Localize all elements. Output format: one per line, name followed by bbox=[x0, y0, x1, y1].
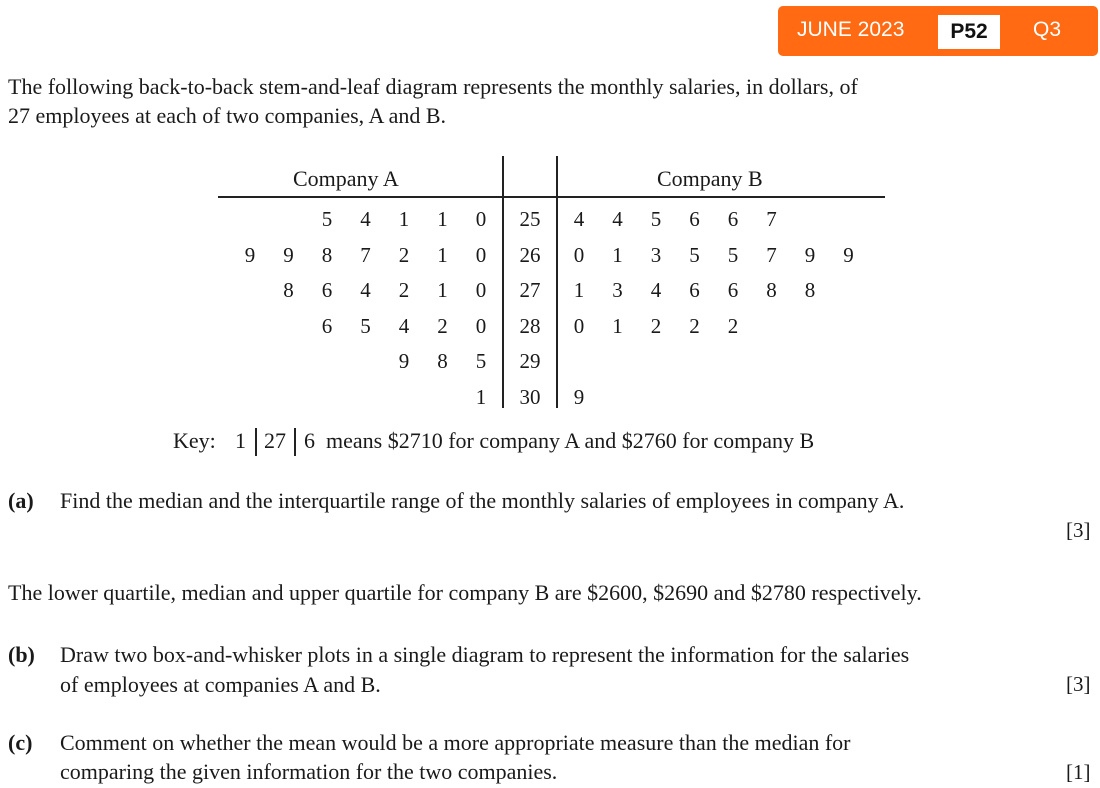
part-b-marks: [3] bbox=[1066, 672, 1091, 696]
part-b-line-2: of employees at companies A and B. bbox=[60, 672, 381, 697]
intro-line-2: 27 employees at each of two companies, A and B. bbox=[8, 103, 447, 128]
company-b-leaf: 8 bbox=[766, 278, 777, 302]
stem-value: 25 bbox=[519, 207, 541, 231]
company-b-leaf: 2 bbox=[650, 313, 662, 338]
company-b-leaf: 4 bbox=[573, 207, 585, 231]
company-a-leaf: 6 bbox=[321, 313, 333, 338]
stem-value: 28 bbox=[519, 313, 541, 338]
company-a-leaf: 7 bbox=[360, 242, 371, 267]
paper-code-label: P52 bbox=[938, 15, 1000, 49]
key-right-leaf: 6 bbox=[304, 428, 315, 453]
part-c-marks: [1] bbox=[1066, 760, 1091, 784]
company-a-leaf: 4 bbox=[360, 278, 371, 302]
part-c-line-1: Comment on whether the mean would be a more appropriate measure than the median for bbox=[60, 730, 851, 755]
company-b-leaf: 7 bbox=[766, 207, 777, 231]
company-b-leaf: 7 bbox=[766, 242, 777, 267]
company-b-leaf: 0 bbox=[573, 242, 585, 267]
company-a-leaf: 2 bbox=[398, 242, 410, 267]
company-b-leaf: 6 bbox=[727, 278, 739, 302]
company-a-leaf: 1 bbox=[475, 384, 487, 409]
company-a-leaf: 2 bbox=[437, 313, 448, 338]
company-a-leaf: 0 bbox=[475, 207, 487, 231]
part-a-text: Find the median and the interquartile range of the monthly salaries of employees in company A. bbox=[60, 488, 905, 513]
company-b-leaf: 6 bbox=[689, 207, 700, 231]
part-c-line-2: comparing the given information for the two companies. bbox=[60, 759, 558, 784]
company-a-leaf: 8 bbox=[283, 278, 294, 302]
company-b-leaf: 5 bbox=[689, 242, 700, 267]
company-a-leaf: 6 bbox=[321, 278, 333, 302]
stem-value: 27 bbox=[519, 278, 541, 302]
key-divider-left bbox=[255, 428, 257, 456]
company-a-leaf: 8 bbox=[321, 242, 333, 267]
company-b-leaf: 2 bbox=[727, 313, 739, 338]
company-b-leaf: 1 bbox=[612, 242, 623, 267]
company-b-leaf: 3 bbox=[650, 242, 662, 267]
company-b-quartiles-info: The lower quartile, median and upper quartile for company B are $2600, $2690 and $2780 respectively. bbox=[8, 580, 922, 605]
company-b-leaf: 4 bbox=[612, 207, 623, 231]
exam-session-label: JUNE 2023 bbox=[797, 18, 905, 41]
stem-value: 30 bbox=[519, 384, 541, 409]
company-a-leaf: 0 bbox=[475, 313, 487, 338]
stem-left-divider bbox=[502, 156, 504, 408]
stem-value: 26 bbox=[519, 242, 541, 267]
company-b-leaf: 5 bbox=[650, 207, 662, 231]
company-a-leaf: 9 bbox=[398, 349, 410, 373]
company-a-leaf: 2 bbox=[398, 278, 410, 302]
company-b-leaf: 1 bbox=[573, 278, 585, 302]
company-b-leaf: 9 bbox=[573, 384, 585, 409]
key-left-leaf: 1 bbox=[235, 428, 246, 453]
part-c-label: (c) bbox=[8, 730, 33, 755]
company-b-leaf: 8 bbox=[804, 278, 816, 302]
company-a-leaf: 5 bbox=[475, 349, 487, 373]
company-b-leaf: 1 bbox=[612, 313, 623, 338]
company-b-leaf: 9 bbox=[804, 242, 816, 267]
stem-right-divider bbox=[556, 156, 558, 408]
company-a-leaf: 1 bbox=[437, 207, 448, 231]
company-a-leaf: 1 bbox=[398, 207, 410, 231]
intro-line-1: The following back-to-back stem-and-leaf diagram represents the monthly salaries, in dollars, of bbox=[8, 74, 858, 99]
question-number-label: Q3 bbox=[1033, 18, 1062, 41]
company-b-leaf: 0 bbox=[573, 313, 585, 338]
company-b-leaf: 9 bbox=[843, 242, 854, 267]
company-a-leaf: 1 bbox=[437, 242, 448, 267]
part-a-label: (a) bbox=[8, 488, 34, 513]
company-a-header: Company A bbox=[293, 166, 399, 191]
company-a-leaf: 8 bbox=[437, 349, 448, 373]
company-a-leaf: 1 bbox=[437, 278, 448, 302]
key-meaning: means $2710 for company A and $2760 for company B bbox=[326, 428, 815, 453]
company-a-leaf: 0 bbox=[475, 242, 487, 267]
company-a-leaf: 4 bbox=[398, 313, 410, 338]
key-divider-right bbox=[294, 428, 296, 456]
company-a-leaf: 4 bbox=[360, 207, 371, 231]
part-b-line-1: Draw two box-and-whisker plots in a single diagram to represent the information for the salaries bbox=[60, 642, 910, 667]
company-a-leaf: 9 bbox=[244, 242, 256, 267]
company-a-leaf: 5 bbox=[321, 207, 333, 231]
key-stem: 27 bbox=[264, 428, 286, 453]
company-b-leaf: 6 bbox=[689, 278, 700, 302]
company-b-leaf: 4 bbox=[650, 278, 662, 302]
key-prefix: Key: bbox=[173, 428, 216, 453]
company-a-leaf: 9 bbox=[283, 242, 294, 267]
company-b-leaf: 3 bbox=[612, 278, 623, 302]
part-b-label: (b) bbox=[8, 642, 35, 667]
company-b-leaf: 6 bbox=[727, 207, 739, 231]
company-b-header: Company B bbox=[657, 166, 763, 191]
company-a-leaf: 0 bbox=[475, 278, 487, 302]
company-b-leaf: 2 bbox=[689, 313, 700, 338]
stem-value: 29 bbox=[519, 349, 541, 373]
header-rule bbox=[218, 196, 885, 198]
company-a-leaf: 5 bbox=[360, 313, 371, 338]
company-b-leaf: 5 bbox=[727, 242, 739, 267]
part-a-marks: [3] bbox=[1066, 518, 1091, 542]
